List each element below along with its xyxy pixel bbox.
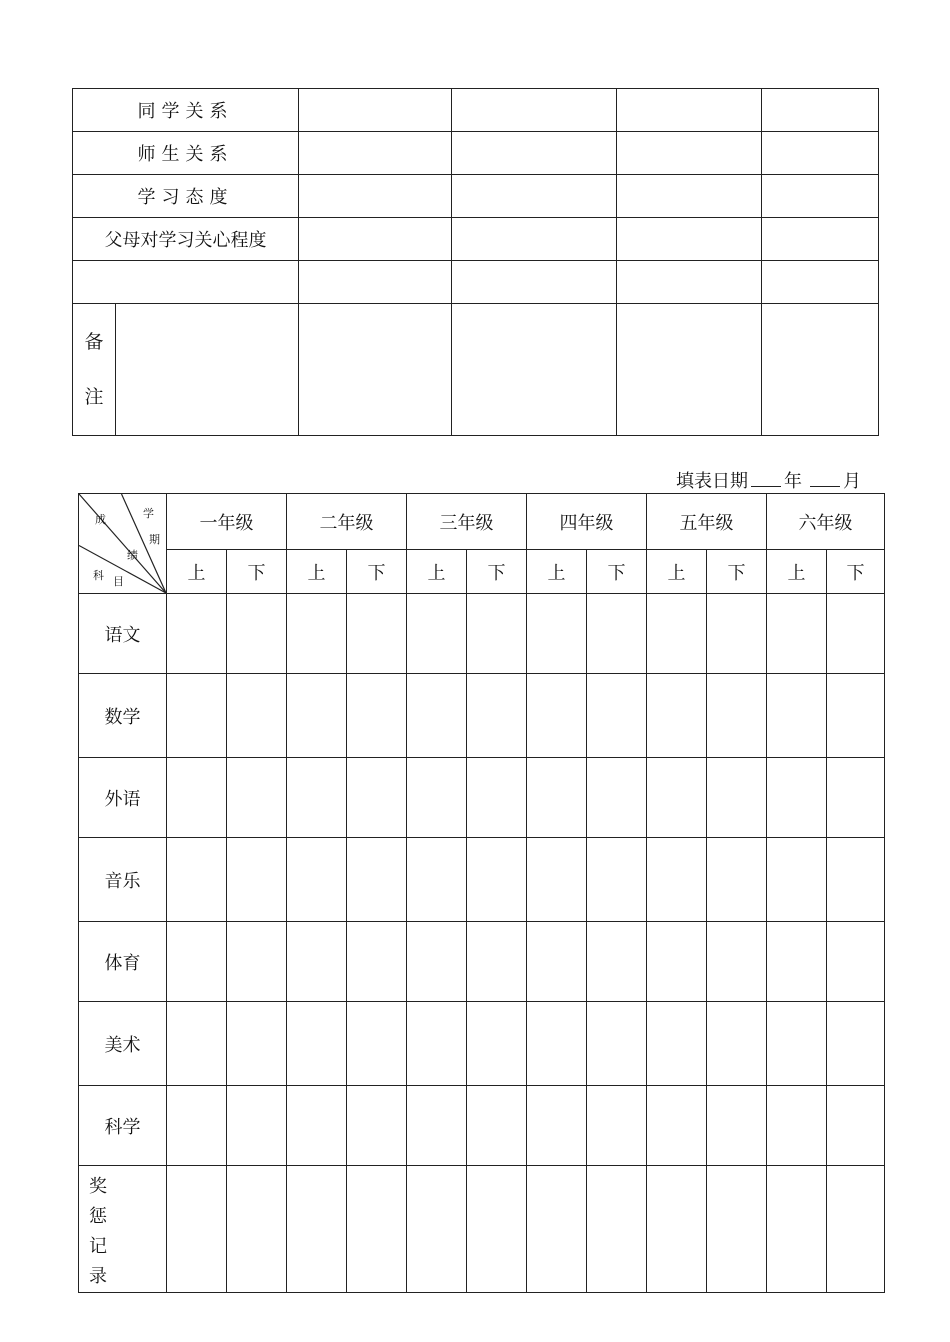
award-cell[interactable] xyxy=(467,1166,527,1293)
semester-second: 下 xyxy=(707,550,767,594)
score-cell[interactable] xyxy=(347,1002,407,1086)
award-cell[interactable] xyxy=(227,1166,287,1293)
score-cell[interactable] xyxy=(347,1086,407,1166)
fill-date-label: 填表日期 xyxy=(676,471,748,492)
semester-first: 上 xyxy=(287,550,347,594)
corner-label-ji: 绩 xyxy=(127,549,138,562)
score-cell[interactable] xyxy=(467,838,527,922)
score-cell[interactable] xyxy=(407,674,467,758)
table-row xyxy=(73,218,879,261)
score-cell[interactable] xyxy=(467,758,527,838)
blank-cell[interactable] xyxy=(452,175,617,218)
score-cell[interactable] xyxy=(467,674,527,758)
score-cell[interactable] xyxy=(467,1002,527,1086)
score-cell[interactable] xyxy=(347,922,407,1002)
notes-label xyxy=(73,304,116,436)
awards-label-line-2: 记 录 xyxy=(89,1236,119,1287)
score-cell[interactable] xyxy=(407,1002,467,1086)
table-row xyxy=(73,175,879,218)
score-cell[interactable] xyxy=(167,674,227,758)
score-cell[interactable] xyxy=(167,1002,227,1086)
semester-first: 上 xyxy=(167,550,227,594)
year-blank[interactable] xyxy=(751,470,781,487)
row-label-teacher-relations: 师生关系 xyxy=(73,132,299,175)
blank-cell[interactable] xyxy=(299,175,452,218)
score-cell[interactable] xyxy=(407,838,467,922)
award-cell[interactable] xyxy=(347,1166,407,1293)
blank-cell[interactable] xyxy=(452,132,617,175)
notes-input[interactable] xyxy=(116,304,299,436)
score-cell[interactable] xyxy=(647,838,707,922)
score-cell[interactable] xyxy=(407,594,467,674)
blank-cell[interactable] xyxy=(617,89,762,132)
score-cell[interactable] xyxy=(227,1086,287,1166)
score-cell[interactable] xyxy=(347,758,407,838)
score-cell[interactable] xyxy=(167,594,227,674)
blank-cell[interactable] xyxy=(299,304,452,436)
semester-second: 下 xyxy=(827,550,885,594)
score-cell[interactable] xyxy=(587,758,647,838)
corner-label-ke: 科 xyxy=(93,569,104,582)
score-cell[interactable] xyxy=(767,758,827,838)
score-cell[interactable] xyxy=(587,674,647,758)
table-row xyxy=(73,261,879,304)
semester-first: 上 xyxy=(647,550,707,594)
subject-row-math xyxy=(79,674,885,758)
score-cell[interactable] xyxy=(287,1002,347,1086)
score-cell[interactable] xyxy=(587,1086,647,1166)
score-cell[interactable] xyxy=(467,1086,527,1166)
table-row xyxy=(73,89,879,132)
score-cell[interactable] xyxy=(527,1002,587,1086)
award-cell[interactable] xyxy=(587,1166,647,1293)
award-cell[interactable] xyxy=(287,1166,347,1293)
blank-cell[interactable] xyxy=(452,218,617,261)
score-cell[interactable] xyxy=(347,674,407,758)
award-cell[interactable] xyxy=(827,1166,885,1293)
semester-header-row xyxy=(79,550,885,594)
score-cell[interactable] xyxy=(767,1002,827,1086)
score-cell[interactable] xyxy=(587,838,647,922)
awards-row xyxy=(79,1166,885,1293)
score-cell[interactable] xyxy=(767,674,827,758)
semester-second: 下 xyxy=(227,550,287,594)
subject-row-music xyxy=(79,838,885,922)
header-corner xyxy=(79,494,167,594)
score-cell[interactable] xyxy=(527,758,587,838)
score-cell[interactable] xyxy=(587,1002,647,1086)
year-label: 年 xyxy=(784,471,802,492)
score-cell[interactable] xyxy=(407,922,467,1002)
subject-row-foreign-language xyxy=(79,758,885,838)
grade-header-row xyxy=(79,494,885,550)
score-cell[interactable] xyxy=(827,1086,885,1166)
grades-table xyxy=(78,493,885,1293)
score-cell[interactable] xyxy=(827,922,885,1002)
score-cell[interactable] xyxy=(167,838,227,922)
award-cell[interactable] xyxy=(767,1166,827,1293)
score-cell[interactable] xyxy=(167,922,227,1002)
score-cell[interactable] xyxy=(767,594,827,674)
semester-second: 下 xyxy=(467,550,527,594)
grade-4-header: 四年级 xyxy=(527,494,647,550)
score-cell[interactable] xyxy=(827,594,885,674)
subject-label: 美术 xyxy=(79,1002,167,1086)
score-cell[interactable] xyxy=(287,594,347,674)
row-label-study-attitude: 学习态度 xyxy=(73,175,299,218)
score-cell[interactable] xyxy=(827,758,885,838)
corner-label-cheng: 成 xyxy=(95,513,106,526)
score-cell[interactable] xyxy=(707,1086,767,1166)
row-label-empty[interactable] xyxy=(73,261,299,304)
score-cell[interactable] xyxy=(707,758,767,838)
score-cell[interactable] xyxy=(647,1086,707,1166)
score-cell[interactable] xyxy=(287,758,347,838)
blank-cell[interactable] xyxy=(452,261,617,304)
score-cell[interactable] xyxy=(707,594,767,674)
blank-cell[interactable] xyxy=(299,132,452,175)
blank-cell[interactable] xyxy=(762,132,879,175)
blank-cell[interactable] xyxy=(617,304,762,436)
corner-label-mu: 目 xyxy=(113,575,124,588)
score-cell[interactable] xyxy=(167,1086,227,1166)
table-row xyxy=(73,132,879,175)
score-cell[interactable] xyxy=(227,1002,287,1086)
score-cell[interactable] xyxy=(347,594,407,674)
score-cell[interactable] xyxy=(827,838,885,922)
score-cell[interactable] xyxy=(527,838,587,922)
awards-label xyxy=(79,1166,167,1293)
score-cell[interactable] xyxy=(767,1086,827,1166)
award-cell[interactable] xyxy=(407,1166,467,1293)
score-cell[interactable] xyxy=(527,922,587,1002)
blank-cell[interactable] xyxy=(617,132,762,175)
grade-2-header: 二年级 xyxy=(287,494,407,550)
blank-cell[interactable] xyxy=(762,304,879,436)
score-cell[interactable] xyxy=(707,674,767,758)
award-cell[interactable] xyxy=(527,1166,587,1293)
awards-label-line-1: 奖 惩 xyxy=(89,1176,119,1227)
score-cell[interactable] xyxy=(527,674,587,758)
blank-cell[interactable] xyxy=(299,89,452,132)
score-cell[interactable] xyxy=(707,922,767,1002)
semester-second: 下 xyxy=(347,550,407,594)
row-label-parent-concern: 父母对学习关心程度 xyxy=(73,218,299,261)
score-cell[interactable] xyxy=(467,922,527,1002)
score-cell[interactable] xyxy=(767,838,827,922)
blank-cell[interactable] xyxy=(617,218,762,261)
row-label-classmate-relations: 同学关系 xyxy=(73,89,299,132)
semester-second: 下 xyxy=(587,550,647,594)
score-cell[interactable] xyxy=(407,1086,467,1166)
award-cell[interactable] xyxy=(707,1166,767,1293)
grade-5-header: 五年级 xyxy=(647,494,767,550)
score-cell[interactable] xyxy=(527,1086,587,1166)
score-cell[interactable] xyxy=(287,838,347,922)
subject-row-art xyxy=(79,1002,885,1086)
subject-label: 科学 xyxy=(79,1086,167,1166)
semester-first: 上 xyxy=(767,550,827,594)
blank-cell[interactable] xyxy=(299,261,452,304)
score-cell[interactable] xyxy=(587,594,647,674)
score-cell[interactable] xyxy=(707,1002,767,1086)
blank-cell[interactable] xyxy=(762,218,879,261)
score-cell[interactable] xyxy=(227,758,287,838)
grade-6-header: 六年级 xyxy=(767,494,885,550)
blank-cell[interactable] xyxy=(452,304,617,436)
award-cell[interactable] xyxy=(647,1166,707,1293)
month-blank[interactable] xyxy=(810,470,840,487)
subject-label: 体育 xyxy=(79,922,167,1002)
subject-label: 语文 xyxy=(79,594,167,674)
score-cell[interactable] xyxy=(647,758,707,838)
evaluation-table xyxy=(72,88,879,436)
score-cell[interactable] xyxy=(227,674,287,758)
score-cell[interactable] xyxy=(587,922,647,1002)
blank-cell[interactable] xyxy=(762,89,879,132)
score-cell[interactable] xyxy=(287,922,347,1002)
score-cell[interactable] xyxy=(527,594,587,674)
award-cell[interactable] xyxy=(167,1166,227,1293)
score-cell[interactable] xyxy=(287,674,347,758)
score-cell[interactable] xyxy=(227,838,287,922)
score-cell[interactable] xyxy=(647,1002,707,1086)
score-cell[interactable] xyxy=(647,594,707,674)
score-cell[interactable] xyxy=(227,594,287,674)
corner-label-qi: 期 xyxy=(149,533,160,546)
semester-first: 上 xyxy=(527,550,587,594)
subject-label: 数学 xyxy=(79,674,167,758)
subject-label: 音乐 xyxy=(79,838,167,922)
subject-label: 外语 xyxy=(79,758,167,838)
notes-label-char-2: 注 xyxy=(84,385,104,408)
score-cell[interactable] xyxy=(167,758,227,838)
score-cell[interactable] xyxy=(707,838,767,922)
blank-cell[interactable] xyxy=(617,261,762,304)
blank-cell[interactable] xyxy=(299,218,452,261)
corner-label-xue: 学 xyxy=(143,507,154,520)
score-cell[interactable] xyxy=(227,922,287,1002)
score-cell[interactable] xyxy=(827,674,885,758)
score-cell[interactable] xyxy=(647,674,707,758)
blank-cell[interactable] xyxy=(617,175,762,218)
fill-date-line xyxy=(676,467,861,493)
grade-3-header: 三年级 xyxy=(407,494,527,550)
grade-1-header: 一年级 xyxy=(167,494,287,550)
table-row-notes xyxy=(73,304,879,436)
subject-row-science xyxy=(79,1086,885,1166)
blank-cell[interactable] xyxy=(452,89,617,132)
score-cell[interactable] xyxy=(467,594,527,674)
subject-row-pe xyxy=(79,922,885,1002)
score-cell[interactable] xyxy=(407,758,467,838)
score-cell[interactable] xyxy=(287,1086,347,1166)
notes-label-char-1: 备 xyxy=(84,330,104,353)
score-cell[interactable] xyxy=(647,922,707,1002)
month-label: 月 xyxy=(843,471,861,492)
blank-cell[interactable] xyxy=(762,175,879,218)
score-cell[interactable] xyxy=(767,922,827,1002)
subject-row-chinese xyxy=(79,594,885,674)
score-cell[interactable] xyxy=(827,1002,885,1086)
blank-cell[interactable] xyxy=(762,261,879,304)
score-cell[interactable] xyxy=(347,838,407,922)
semester-first: 上 xyxy=(407,550,467,594)
